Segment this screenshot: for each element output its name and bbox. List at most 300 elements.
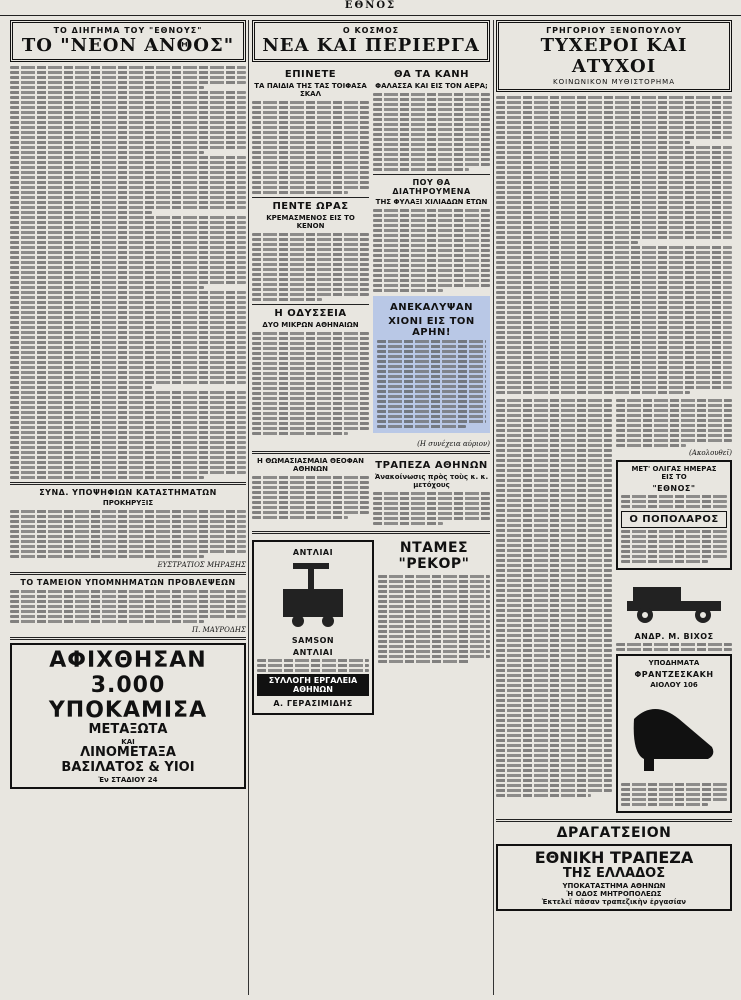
section-header — [252, 20, 490, 62]
text-line — [496, 241, 638, 244]
article-body — [10, 66, 246, 479]
text-line — [252, 506, 369, 509]
text-line — [621, 783, 727, 786]
news-heading: Η ΟΔΥΣΣΕΙΑ — [274, 308, 347, 319]
text-line — [496, 529, 612, 532]
text-line — [10, 121, 246, 124]
text-line — [378, 580, 490, 583]
text-line — [496, 794, 591, 797]
text-line — [252, 156, 369, 159]
text-line — [373, 269, 490, 272]
text-line — [373, 517, 490, 520]
text-line — [378, 615, 490, 618]
text-line — [252, 377, 369, 380]
advert-line: ΑΝΤΛΙΑΙ — [292, 548, 334, 557]
text-line — [10, 186, 246, 189]
text-line — [373, 98, 490, 101]
text-line — [373, 113, 490, 116]
text-line — [496, 246, 732, 249]
text-line — [10, 396, 246, 399]
text-line — [496, 614, 612, 617]
text-line — [10, 201, 246, 204]
text-line — [252, 387, 369, 390]
text-line — [496, 116, 732, 119]
text-line — [496, 784, 612, 787]
text-line — [10, 126, 246, 129]
text-line — [252, 501, 369, 504]
text-line — [10, 86, 204, 89]
text-line — [377, 380, 486, 383]
text-line — [496, 724, 612, 727]
text-line — [377, 385, 486, 388]
text-line — [496, 694, 612, 697]
serial-subtitle: ΚΟΙΝΩΝΙΚΟΝ ΜΥΘΙΣΤΟΡΗΜΑ — [552, 78, 676, 86]
highlighted-article — [373, 296, 490, 433]
text-line — [616, 439, 732, 442]
text-line — [10, 341, 246, 344]
text-line — [10, 306, 246, 309]
text-line — [10, 216, 246, 219]
text-line — [616, 399, 732, 402]
text-line — [496, 449, 612, 452]
text-line — [496, 161, 732, 164]
text-line — [10, 535, 246, 538]
text-line — [252, 427, 369, 430]
text-line — [496, 409, 612, 412]
text-line — [252, 486, 369, 489]
text-line — [10, 196, 246, 199]
dragatsion-title: ΔΡΑΓΑΤΣΕΙΟΝ — [556, 825, 672, 841]
text-line — [496, 291, 732, 294]
novel-body — [496, 96, 732, 394]
news-subheading: ΦΑΛΑΣΣΑ ΚΑΙ ΕΙΣ ΤΟΝ ΑΕΡΑ; — [375, 82, 488, 90]
advert-line: ΥΠΟΚΑΜΙΣΑ — [48, 698, 208, 723]
text-line — [378, 650, 490, 653]
serial-title: ΤΟ "ΝΕΟΝ ΑΝΘΟΣ" — [21, 35, 235, 56]
text-line — [252, 171, 369, 174]
text-line — [496, 654, 612, 657]
text-line — [10, 71, 246, 74]
news-heading: ΠΕΝΤΕ ΩΡΑΣ — [272, 201, 349, 212]
text-line — [10, 391, 246, 394]
notice-heading: Η ΘΩΜΑΣΙΑΣΜΑΙΑ ΘΕΟΦΑΝ ΑΘΗΝΩΝ — [257, 457, 364, 473]
text-line — [496, 351, 732, 354]
text-line — [373, 214, 490, 217]
text-line — [621, 560, 708, 563]
text-line — [10, 171, 246, 174]
text-line — [252, 337, 369, 340]
text-line — [10, 610, 246, 613]
text-line — [10, 600, 246, 603]
text-line — [252, 347, 369, 350]
text-line — [378, 655, 490, 658]
text-line — [496, 759, 612, 762]
text-line — [10, 281, 246, 284]
text-line — [10, 416, 246, 419]
text-line — [621, 798, 727, 801]
adverts-row — [252, 537, 490, 718]
text-line — [496, 789, 612, 792]
advert-line: 3.000 — [90, 673, 166, 698]
text-line — [252, 101, 369, 104]
text-line — [496, 644, 612, 647]
text-line — [621, 555, 727, 558]
text-line — [616, 643, 732, 646]
text-line — [373, 168, 469, 171]
text-line — [252, 382, 369, 385]
text-line — [496, 744, 612, 747]
text-line — [496, 131, 732, 134]
advert-line: ΛΙΝΟΜΕΤΑΞΑ — [80, 744, 176, 760]
text-line — [10, 471, 246, 474]
text-line — [252, 121, 369, 124]
text-line — [373, 148, 490, 151]
text-line — [373, 93, 490, 96]
text-line — [496, 166, 732, 169]
text-line — [373, 254, 490, 257]
text-line — [496, 236, 732, 239]
text-line — [257, 659, 369, 662]
text-line — [10, 286, 204, 289]
text-line — [252, 136, 369, 139]
text-line — [252, 491, 369, 494]
text-line — [10, 605, 246, 608]
text-line — [257, 669, 369, 672]
text-line — [10, 271, 246, 274]
text-line — [10, 276, 246, 279]
bank-subtitle: ΤΗΣ ΕΛΛΑΔΟΣ — [562, 866, 666, 882]
text-line — [10, 476, 204, 479]
column-right — [496, 20, 732, 995]
text-line — [10, 401, 246, 404]
text-line — [10, 246, 246, 249]
text-line — [496, 286, 732, 289]
text-line — [496, 181, 732, 184]
text-line — [496, 689, 612, 692]
text-line — [10, 236, 246, 239]
text-line — [373, 244, 490, 247]
text-line — [496, 539, 612, 542]
text-line — [252, 233, 369, 236]
text-line — [496, 504, 612, 507]
text-line — [373, 118, 490, 121]
text-line — [252, 293, 369, 296]
rekor-advert-title: ΝΤΑΜΕΣ "ΡΕΚΟΡ" — [398, 540, 470, 572]
text-line — [496, 479, 612, 482]
text-line — [10, 146, 246, 149]
text-line — [10, 191, 246, 194]
text-line — [496, 774, 612, 777]
text-line — [252, 273, 369, 276]
text-line — [496, 106, 732, 109]
text-line — [252, 116, 369, 119]
text-line — [252, 288, 369, 291]
text-line — [10, 96, 246, 99]
text-line — [10, 166, 246, 169]
text-line — [496, 196, 732, 199]
text-line — [496, 399, 612, 402]
text-line — [496, 734, 612, 737]
text-line — [373, 274, 490, 277]
text-line — [378, 625, 490, 628]
text-line — [616, 434, 732, 437]
advert-title: Ο ΠΟΠΟΛΑΡΟΣ — [621, 511, 727, 528]
text-line — [377, 415, 486, 418]
text-line — [621, 803, 708, 806]
text-line — [496, 604, 612, 607]
bank-branch: ΥΠΟΚΑΤΑΣΤΗΜΑ ΑΘΗΝΩΝ — [562, 882, 666, 891]
text-line — [496, 381, 732, 384]
text-line — [10, 256, 246, 259]
text-line — [496, 376, 732, 379]
text-line — [252, 412, 369, 415]
serial-kicker: ΤΟ ΔΙΗΓΗΜΑ ΤΟΥ "ΕΘΝΟΥΣ" — [53, 26, 203, 35]
text-line — [10, 116, 246, 119]
text-line — [621, 500, 727, 503]
text-line — [496, 301, 732, 304]
bank-address: Ἡ ΟΔΟΣ ΜΗΤΡΟΠΟΛΕΩΣ — [566, 890, 662, 899]
text-line — [373, 163, 490, 166]
text-line — [373, 143, 490, 146]
text-line — [373, 264, 490, 267]
pump-engine-icon — [257, 559, 369, 629]
notice-body — [10, 510, 246, 558]
text-line — [252, 342, 369, 345]
text-line — [496, 211, 732, 214]
text-line — [496, 564, 612, 567]
text-line — [373, 259, 490, 262]
text-line — [496, 609, 612, 612]
text-line — [377, 390, 486, 393]
text-line — [10, 520, 246, 523]
text-line — [377, 360, 486, 363]
text-line — [496, 559, 612, 562]
text-line — [496, 484, 612, 487]
text-line — [496, 141, 690, 144]
text-line — [252, 268, 369, 271]
text-line — [373, 123, 490, 126]
text-line — [496, 534, 612, 537]
text-line — [496, 544, 612, 547]
text-line — [10, 590, 246, 593]
text-line — [373, 128, 490, 131]
advert-line: Α. ΓΕΡΑΣΙΜΙΔΗΣ — [273, 699, 353, 708]
text-line — [373, 234, 490, 237]
text-line — [496, 729, 612, 732]
text-line — [10, 136, 246, 139]
text-line — [252, 151, 369, 154]
text-line — [496, 206, 732, 209]
advert-line: ΦΡΑΝΤΖΕΣΚΑΚΗ — [634, 670, 714, 679]
text-line — [496, 251, 732, 254]
text-line — [10, 406, 246, 409]
serial-header — [10, 20, 246, 62]
text-line — [10, 311, 246, 314]
text-line — [496, 341, 732, 344]
text-line — [252, 243, 369, 246]
text-line — [10, 101, 246, 104]
advert-line: ΚΑΙ — [121, 737, 135, 746]
text-line — [10, 206, 246, 209]
text-line — [621, 505, 727, 508]
text-line — [257, 664, 369, 667]
text-line — [496, 191, 732, 194]
text-line — [10, 525, 246, 528]
shoes-advert — [616, 654, 732, 813]
text-line — [252, 263, 369, 266]
news-subheading: ΤΑ ΠΑΙΔΙΑ ΤΗΣ ΤΑΣ ΤΟΙΦΑΣΑ ΣΚΑΛ — [254, 82, 367, 98]
text-line — [373, 158, 490, 161]
text-line — [496, 474, 612, 477]
section-title: ΝΕΑ ΚΑΙ ΠΕΡΙΕΡΓΑ — [262, 35, 480, 56]
text-line — [496, 754, 612, 757]
text-line — [10, 356, 246, 359]
text-line — [373, 502, 490, 505]
text-line — [496, 266, 732, 269]
text-line — [10, 151, 204, 154]
text-line — [496, 414, 612, 417]
text-line — [252, 166, 369, 169]
text-line — [621, 540, 727, 543]
text-line — [377, 365, 486, 368]
text-line — [496, 714, 612, 717]
text-line — [252, 191, 348, 194]
text-line — [496, 509, 612, 512]
text-line — [496, 111, 732, 114]
text-line — [496, 589, 612, 592]
notice-subheading: ΠΡΟΚΗΡΥΞΙΣ — [102, 499, 154, 507]
notice-body — [10, 590, 246, 623]
text-line — [496, 749, 612, 752]
highlight-kicker: ΑΝΕΚΑΛΥΨΑΝ — [389, 302, 473, 313]
advert-line: "ΕΘΝΟΣ" — [652, 484, 696, 493]
serial-header — [496, 20, 732, 92]
text-line — [10, 221, 246, 224]
text-line — [496, 121, 732, 124]
text-line — [496, 306, 732, 309]
text-line — [496, 624, 612, 627]
text-line — [373, 497, 490, 500]
news-heading: ΕΠΙΝΕΤΕ — [284, 69, 337, 80]
news-subheading: ΚΡΕΜΑΣΜΕΝΟΣ ΕΙΣ ΤΟ ΚΕΝΟΝ — [266, 214, 355, 230]
text-line — [10, 291, 246, 294]
text-line — [496, 366, 732, 369]
advert-line: ΑΦΙΧΘΗΣΑΝ — [49, 648, 207, 673]
column-middle — [252, 20, 490, 995]
advert-line: ΑΝΤΛΙΑΙ — [292, 648, 334, 657]
text-line — [377, 420, 486, 423]
text-line — [496, 434, 612, 437]
text-line — [252, 146, 369, 149]
text-line — [496, 201, 732, 204]
text-line — [496, 136, 732, 139]
advert-line: ΒΑΣΙΛΑΤΟΣ & ΥΙΟΙ — [61, 759, 195, 775]
text-line — [496, 514, 612, 517]
text-line — [496, 391, 690, 394]
novel-lower — [496, 397, 732, 816]
text-line — [373, 133, 490, 136]
notice-signature: ΕΥΣΤΡΑΤΙΟΣ ΜΗΡΑΞΗΣ — [157, 561, 246, 569]
text-line — [496, 454, 612, 457]
text-line — [252, 362, 369, 365]
text-line — [10, 81, 246, 84]
text-line — [496, 494, 612, 497]
text-line — [377, 340, 486, 343]
text-line — [252, 516, 348, 519]
advert-line: Ἐν ΣΤΑΔΙΟΥ 24 — [98, 775, 158, 784]
text-line — [496, 386, 732, 389]
text-line — [496, 584, 612, 587]
text-line — [10, 366, 246, 369]
text-line — [10, 371, 246, 374]
text-line — [616, 404, 732, 407]
text-line — [496, 464, 612, 467]
popolaros-advert — [616, 460, 732, 570]
text-line — [496, 326, 732, 329]
text-line — [621, 788, 727, 791]
text-line — [496, 699, 612, 702]
text-line — [252, 298, 322, 301]
text-line — [373, 507, 490, 510]
text-line — [496, 331, 732, 334]
text-line — [252, 106, 369, 109]
text-line — [496, 739, 612, 742]
text-line — [252, 402, 369, 405]
text-line — [10, 316, 246, 319]
text-line — [496, 709, 612, 712]
continuation-note: (Ακολουθεῖ) — [689, 449, 732, 457]
text-line — [10, 351, 246, 354]
text-line — [496, 524, 612, 527]
text-line — [496, 549, 612, 552]
text-line — [378, 575, 490, 578]
text-line — [373, 103, 490, 106]
text-line — [373, 224, 490, 227]
text-line — [496, 424, 612, 427]
text-line — [10, 540, 246, 543]
text-line — [621, 530, 727, 533]
text-line — [496, 679, 612, 682]
text-line — [377, 370, 486, 373]
text-line — [496, 126, 732, 129]
advert-line: ΑΙΟΛΟΥ 106 — [650, 681, 698, 689]
text-line — [377, 405, 486, 408]
text-line — [496, 459, 612, 462]
text-line — [10, 466, 246, 469]
text-line — [10, 595, 246, 598]
text-line — [10, 131, 246, 134]
text-line — [496, 356, 732, 359]
text-line — [616, 424, 732, 427]
text-line — [252, 422, 369, 425]
column-rule — [248, 20, 249, 995]
masthead: ΕΘΝΟΣ — [0, 0, 741, 16]
text-line — [10, 226, 246, 229]
text-line — [10, 266, 246, 269]
text-line — [252, 332, 369, 335]
text-line — [496, 719, 612, 722]
news-heading: ΘΑ ΤΑ ΚΑΝΗ — [394, 69, 469, 80]
bank-title: ΕΘΝΙΚΗ ΤΡΑΠΕΖΑ — [534, 848, 694, 867]
text-line — [10, 436, 246, 439]
text-line — [10, 550, 246, 553]
text-line — [252, 258, 369, 261]
text-line — [496, 101, 732, 104]
text-line — [10, 211, 152, 214]
text-line — [496, 704, 612, 707]
text-line — [378, 620, 490, 623]
text-line — [10, 261, 246, 264]
